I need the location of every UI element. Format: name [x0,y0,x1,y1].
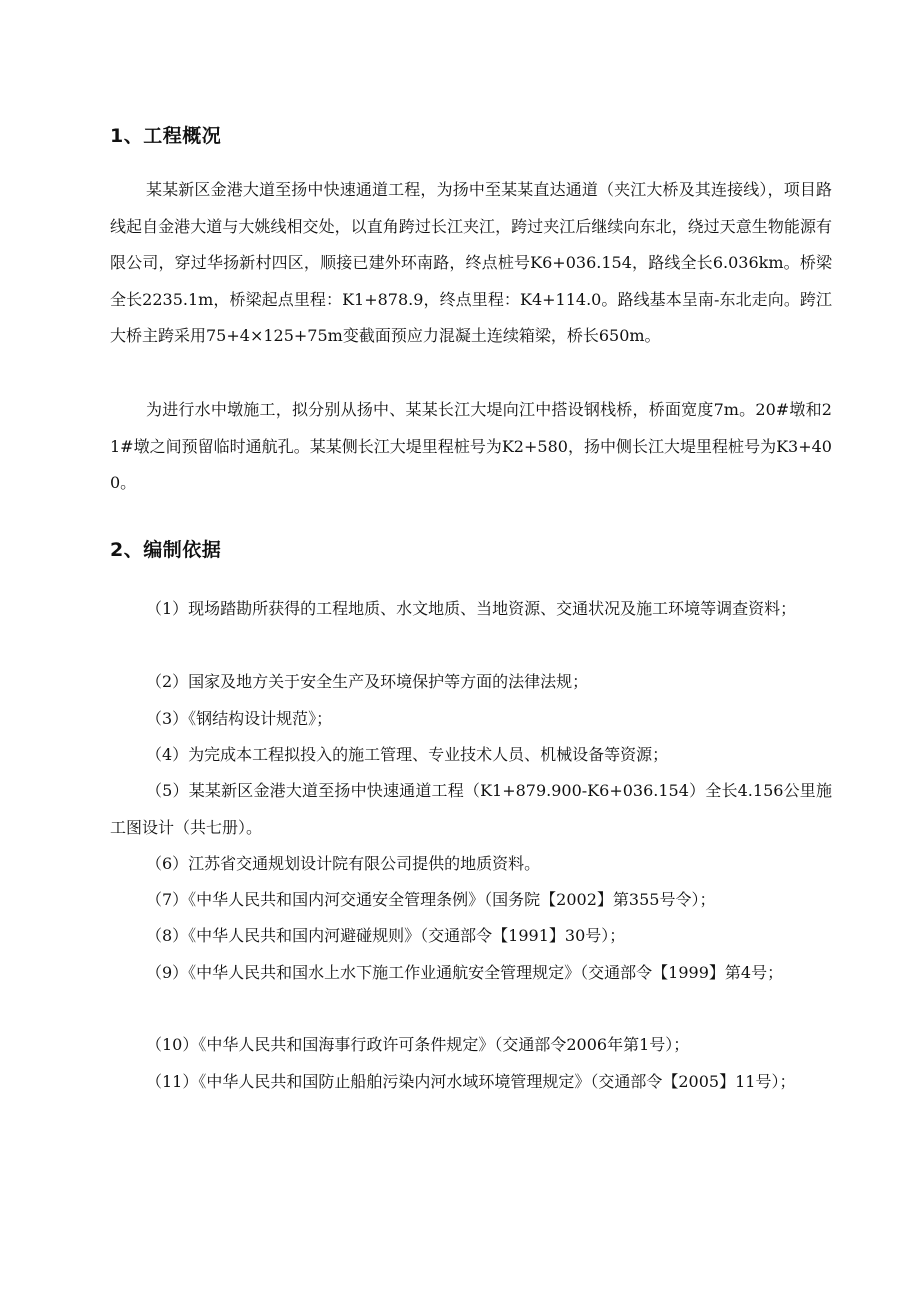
basis-item-3: （3）《钢结构设计规范》； [146,709,333,728]
basis-item-4: （4）为完成本工程拟投入的施工管理、专业技术人员、机械设备等资源； [146,745,669,764]
section-1-paragraph-2: 为进行水中墩施工，拟分别从扬中、某某长江大堤向江中搭设钢栈桥，桥面宽度7m。20#墩和21#墩之间预留临时通航孔。某某侧长江大堤里程桩号为K2+580，扬中侧长江大堤里程桩号为K3+400。 [110,400,832,492]
section-2-heading: 2、编制依据 [110,539,222,561]
basis-item-2: （2）国家及地方关于安全生产及环境保护等方面的法律法规； [146,672,589,691]
section-1-heading: 1、工程概况 [110,125,222,147]
basis-item-7: （7）《中华人民共和国内河交通安全管理条例》（国务院【2002】第355号令）； [146,890,716,909]
basis-item-9: （9）《中华人民共和国水上水下施工作业通航安全管理规定》（交通部令【1999】第4号； [146,963,784,982]
basis-item-8: （8）《中华人民共和国内河避碰规则》（交通部令【1991】30号）； [146,926,626,945]
basis-item-6: （6）江苏省交通规划设计院有限公司提供的地质资料。 [146,854,541,873]
basis-item-10: （10）《中华人民共和国海事行政许可条件规定》（交通部令2006年第1号）； [146,1035,690,1054]
section-1-paragraph-1: 某某新区金港大道至扬中快速通道工程，为扬中至某某直达通道（夹江大桥及其连接线），项目路线起自金港大道与大姚线相交处，以直角跨过长江夹江，跨过夹江后继续向东北，绕过天意生物能源有限公司，穿过华扬新村四区，顺接已建外环南路，终点桩号K6+036.154，路线全长6.036km。桥梁全长2235.1m，桥梁起点里程：K1+878.9，终点里程：K4+114.0。路线基本呈南-东北走向。跨江大桥主跨采用75+4×125+75m变截面预应力混凝土连续箱梁，桥长650m。 [110,180,832,345]
basis-item-1: （1）现场踏勘所获得的工程地质、水文地质、当地资源、交通状况及施工环境等调查资料； [146,599,797,618]
basis-item-11: （11）《中华人民共和国防止船舶污染内河水域环境管理规定》（交通部令【2005】11号）； [146,1072,796,1091]
basis-item-5: （5）某某新区金港大道至扬中快速通道工程（K1+879.900-K6+036.154）全长4.156公里施工图设计（共七册）。 [110,781,832,837]
